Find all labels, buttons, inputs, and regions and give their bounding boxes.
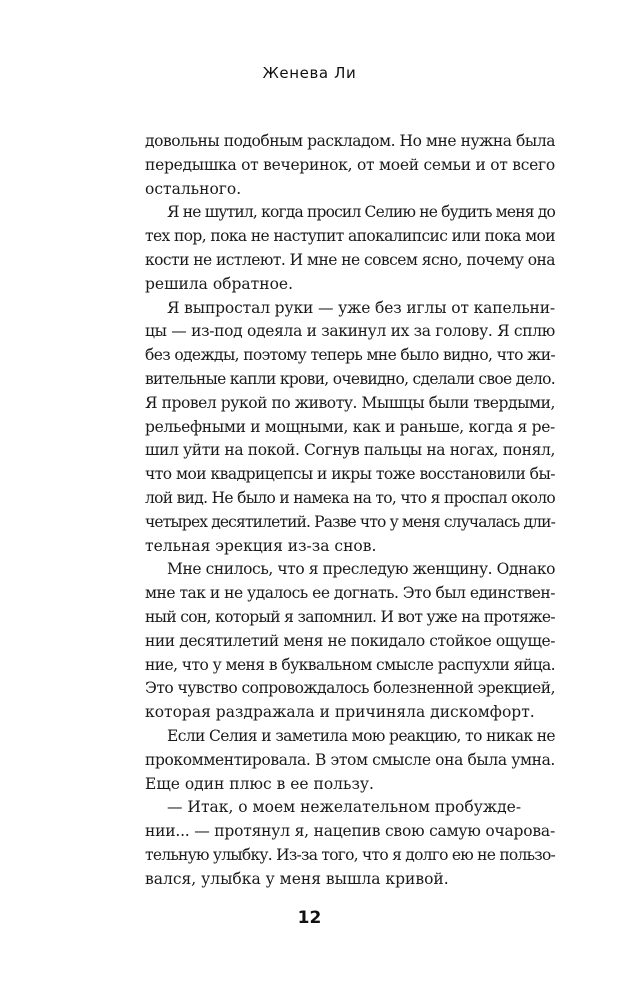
- text-line: нии десятилетий меня не покидало стойкое ощуще-: [145, 631, 556, 650]
- text-line: шил уйти на покой. Согнув пальцы на ногах, понял,: [145, 441, 556, 460]
- text-line: кости не истлеют. И мне не совсем ясно, почему она: [145, 250, 555, 269]
- text-line: вался, улыбка у меня вышла кривой.: [145, 869, 449, 888]
- text-line: довольны подобным раскладом. Но мне нужна была: [145, 132, 555, 150]
- text-line: которая раздражала и причиняла дискомфорт.: [145, 703, 535, 722]
- running-head-author: Женева Ли: [262, 64, 357, 82]
- text-line: прокомментировала. В этом смысле она была умна.: [145, 750, 555, 769]
- text-line: Мне снилось, что я преследую женщину. Однако: [167, 560, 556, 579]
- text-line: что мои квадрицепсы и икры тоже восстановили бы-: [145, 465, 555, 484]
- text-line: тельную улыбку. Из-за того, что я долго ею не пользо-: [145, 845, 556, 864]
- page-number: 12: [297, 908, 322, 928]
- body-text: [145, 130, 555, 892]
- text-line: тех пор, пока не наступит апокалипсис или пока мои: [145, 227, 555, 246]
- text-line: — Итак, о моем нежелательном пробужде-: [167, 798, 522, 817]
- text-line: без одежды, поэтому теперь мне было видно, что жи-: [145, 346, 556, 365]
- text-line: Я провел рукой по животу. Мышцы были твердыми,: [145, 393, 556, 412]
- text-line: вительные капли крови, очевидно, сделали свое дело.: [145, 369, 555, 388]
- text-line: Я выпростал руки — уже без иглы от капельни-: [167, 298, 555, 317]
- text-line: Еще один плюс в ее пользу.: [145, 774, 374, 793]
- text-line: цы — из-под одеяла и закинул их за голову. Я сплю: [145, 322, 555, 341]
- text-line: остального.: [145, 179, 242, 198]
- text-line: Я не шутил, когда просил Селию не будить меня до: [167, 203, 556, 222]
- text-line: нии... — протянул я, нацепив свою самую очарова-: [145, 822, 555, 841]
- text-line: тельная эрекция из-за снов.: [145, 536, 377, 555]
- text-line: лой вид. Не было и намека на то, что я проспал около: [145, 488, 555, 507]
- text-line: решила обратное.: [145, 274, 294, 293]
- text-line: Если Селия и заметила мою реакцию, то никак не: [167, 726, 555, 745]
- text-line: ние, что у меня в буквальном смысле распухли яйца.: [145, 655, 556, 674]
- text-line: мне так и не удалось ее догнать. Это был единствен-: [145, 584, 555, 603]
- text-line: четырех десятилетий. Разве что у меня случалась дли-: [145, 512, 555, 531]
- text-line: ный сон, который я запомнил. И вот уже на протяже-: [145, 607, 555, 626]
- text-line: рельефными и мощными, как и раньше, когда я ре-: [145, 417, 555, 436]
- text-line: Это чувство сопровождалось болезненной эрекцией,: [145, 679, 555, 698]
- text-line: передышка от вечеринок, от моей семьи и от всего: [145, 155, 555, 174]
